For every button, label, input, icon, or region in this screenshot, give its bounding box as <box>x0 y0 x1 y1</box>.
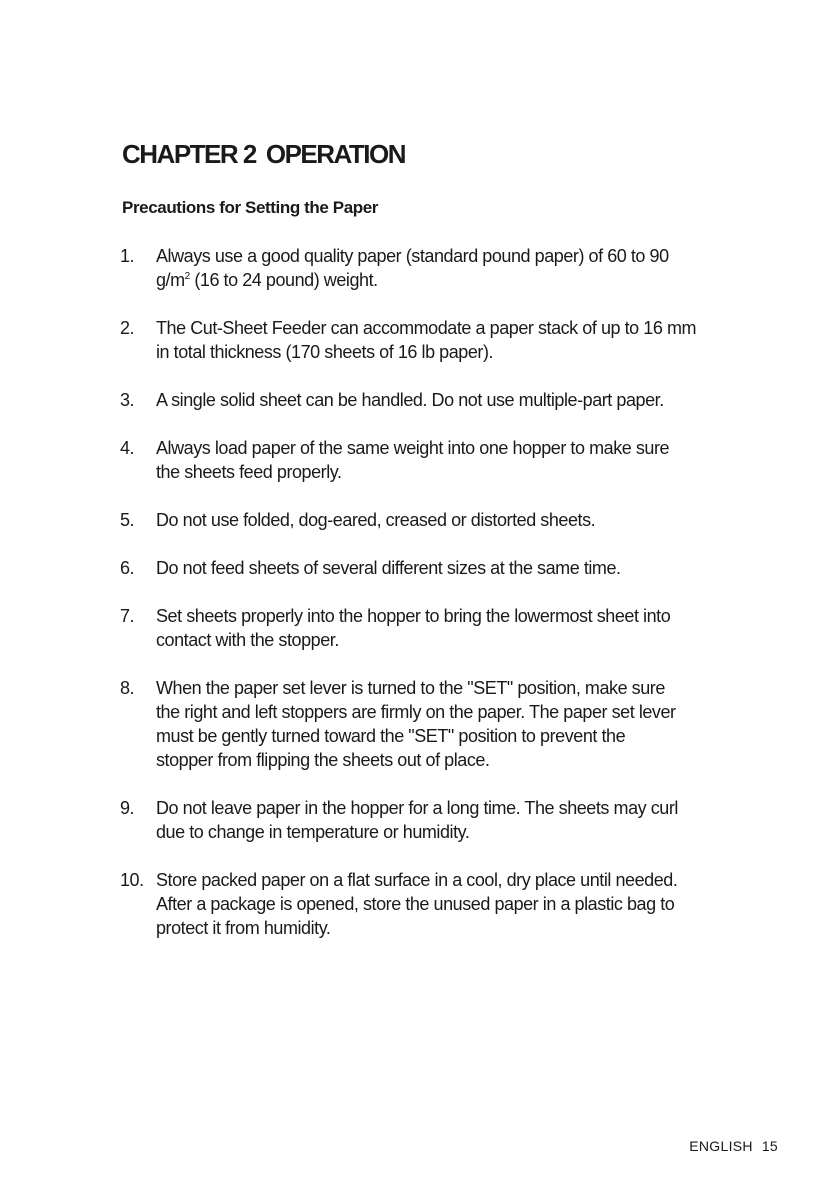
list-item-text <box>156 508 786 532</box>
text-line: When the paper set lever is turned to the "SET" position, make sure <box>156 678 665 698</box>
list-item-number: 9. <box>120 798 135 818</box>
chapter-label: CHAPTER 2 <box>122 139 256 169</box>
text-line: the right and left stoppers are firmly on the paper. The paper set lever <box>156 702 676 722</box>
page-number: 15 <box>761 1138 778 1154</box>
page-footer <box>689 1137 778 1155</box>
text-line: in total thickness (170 sheets of 16 lb paper). <box>156 342 494 362</box>
footer-language: ENGLISH <box>689 1138 753 1154</box>
list-item-number: 3. <box>120 390 135 410</box>
text-line: Do not leave paper in the hopper for a long time. The sheets may curl <box>156 798 678 818</box>
list-item-number: 1. <box>120 246 135 266</box>
text-line: contact with the stopper. <box>156 630 339 650</box>
text-line: Always use a good quality paper (standard pound paper) of 60 to 90 <box>156 246 669 266</box>
list-item-number: 5. <box>120 510 135 530</box>
section-title: Precautions for Setting the Paper <box>122 198 379 217</box>
text-line: After a package is opened, store the unused paper in a plastic bag to <box>156 894 675 914</box>
list-item-number: 4. <box>120 438 135 458</box>
chapter-title <box>122 139 405 169</box>
text-line: Always load paper of the same weight into one hopper to make sure <box>156 438 670 458</box>
list-item-text <box>156 604 786 652</box>
list-item-text <box>156 244 786 292</box>
chapter-name: OPERATION <box>265 139 405 169</box>
text-line: must be gently turned toward the "SET" position to prevent the <box>156 726 626 746</box>
unit-text: g/m <box>156 270 185 290</box>
list-item-text <box>156 388 786 412</box>
text-line: The Cut-Sheet Feeder can accommodate a paper stack of up to 16 mm <box>156 318 697 338</box>
list-item-text <box>156 556 786 580</box>
list-item-text <box>156 868 786 940</box>
text-line: A single solid sheet can be handled. Do not use multiple-part paper. <box>156 390 664 410</box>
list-item-text <box>156 796 786 844</box>
text-line: Set sheets properly into the hopper to bring the lowermost sheet into <box>156 606 671 626</box>
text-line: stopper from flipping the sheets out of place. <box>156 750 490 770</box>
text-line: $g/m^2$ (16 to 24 pound) weight. <box>156 270 378 290</box>
list-item-number: 2. <box>120 318 135 338</box>
text-line: due to change in temperature or humidity. <box>156 822 470 842</box>
text-line: Do not use folded, dog-eared, creased or distorted sheets. <box>156 510 596 530</box>
list-item-text <box>156 676 786 772</box>
text-line: Store packed paper on a flat surface in a cool, dry place until needed. <box>156 870 678 890</box>
list-item-number: 8. <box>120 678 135 698</box>
list-item-number: 10. <box>120 870 144 890</box>
list-item-number: 7. <box>120 606 135 626</box>
unit-superscript: 2 <box>184 271 190 282</box>
list-item-number: 6. <box>120 558 135 578</box>
list-item-text <box>156 436 786 484</box>
text-line: protect it from humidity. <box>156 918 331 938</box>
text-line: the sheets feed properly. <box>156 462 342 482</box>
text-line: Do not feed sheets of several different sizes at the same time. <box>156 558 621 578</box>
list-item-text <box>156 316 786 364</box>
